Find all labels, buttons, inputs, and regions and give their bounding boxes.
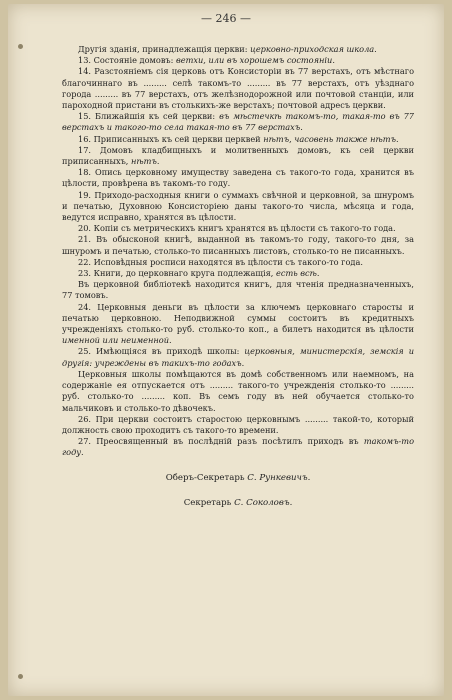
paragraph: 18. Опись церковному имуществу заведена съ такого-то года, хранится въ цѣлости, провѣрена въ такомъ-то году.	[62, 167, 414, 189]
paragraph: 24. Церковныя деньги въ цѣлости за ключемъ церковнаго старосты и печатью церковною. Неподвижной суммы состоитъ въ кредитныхъ учрежденіяхъ столько-то руб. столько-то коп., а билетъ находится въ цѣлости именной или неименной.	[62, 301, 414, 346]
paragraph: 27. Преосвященный въ послѣдній разъ посѣтилъ приходъ въ такомъ-то году.	[62, 436, 414, 458]
paragraph: 13. Состояніе домовъ: ветхи, или въ хорошемъ состояніи.	[78, 55, 335, 66]
paragraph: Церковныя школы помѣщаются въ домѣ собственномъ или наемномъ, на содержаніе ея отпускается отъ ......... такого-то учрежденія столько-то ......... руб. столько-то ......... коп. Въ семъ году въ ней обучается столько-то мальчиковъ и столько-то дѣвочекъ.	[62, 368, 414, 413]
paragraph: 17. Домовъ кладбищныхъ и молитвенныхъ домовъ, къ сей церкви приписанныхъ, нѣтъ.	[62, 144, 414, 167]
punch-hole-mark	[18, 44, 23, 49]
paragraph: 23. Книги, до церковнаго круга подлежащія, есть всѣ.	[78, 268, 320, 279]
paragraph: 21. Въ обысконой книгѣ, выданной въ такомъ-то году, такого-то дня, за шнуромъ и печатью, столько-то писанныхъ листовъ, столько-то не писанныхъ.	[62, 234, 414, 256]
paragraph: 26. При церкви состоитъ старостою церковнымъ ......... такой-то, который должность свою проходитъ съ такого-то времени.	[62, 413, 414, 435]
paragraph: Въ церковной библіотекѣ находится книгъ, для чтенія предназначенныхъ, 77 томовъ.	[62, 279, 414, 301]
paragraph: 22. Исповѣдныя росписи находятся въ цѣлости съ такого-то года.	[78, 256, 363, 267]
paragraph: Другія зданія, принадлежащія церкви: церковно-приходская школа.	[78, 44, 377, 54]
paragraph: 19. Приходо-расходныя книги о суммахъ свѣчной и церковной, за шнуромъ и печатью, Духовною Консисторіею даны такого-то числа, мѣсяца и года, ведутся исправно, хранятся въ цѣлости.	[62, 189, 414, 223]
paragraph: 15. Ближайшія къ сей церкви: въ мѣстечкѣ такомъ-то, такая-то въ 77 верстахъ и такого-то села такая-то въ 77 верстахъ.	[62, 111, 414, 133]
document-page	[8, 4, 444, 696]
signature-ober-secretary: Оберъ-Секретарь С. Рункевичъ.	[165, 472, 311, 483]
paragraph: 25. Имѣющіяся въ приходѣ школы: церковныя, министерскія, земскія и другія: учреждены въ такихъ-то годахъ.	[62, 346, 415, 368]
paragraph: 20. Копіи съ метрическихъ книгъ хранятся въ цѣлости съ такого-то года.	[78, 223, 396, 234]
punch-hole-mark	[18, 674, 23, 679]
paragraph: 16. Приписанныхъ къ сей церкви церквей нѣтъ, часовень также нѣтъ.	[78, 133, 399, 144]
page-number: — 246 —	[201, 12, 251, 25]
page-body	[62, 44, 414, 509]
paragraph: 14. Разстояніемъ сія церковь отъ Консисторіи въ 77 верстахъ, отъ мѣстнаго благочиннаго въ ......... селѣ такомъ-то ......... въ 77 верстахъ, отъ уѣзднаго города ......... въ 77 верстахъ, отъ желѣзнодорожной или почтовой станціи, или пароходной пристани въ столькихъ-же верстахъ; почтовой адресъ церкви.	[62, 66, 414, 111]
signature-secretary: Секретарь С. Соколовъ.	[183, 497, 293, 508]
